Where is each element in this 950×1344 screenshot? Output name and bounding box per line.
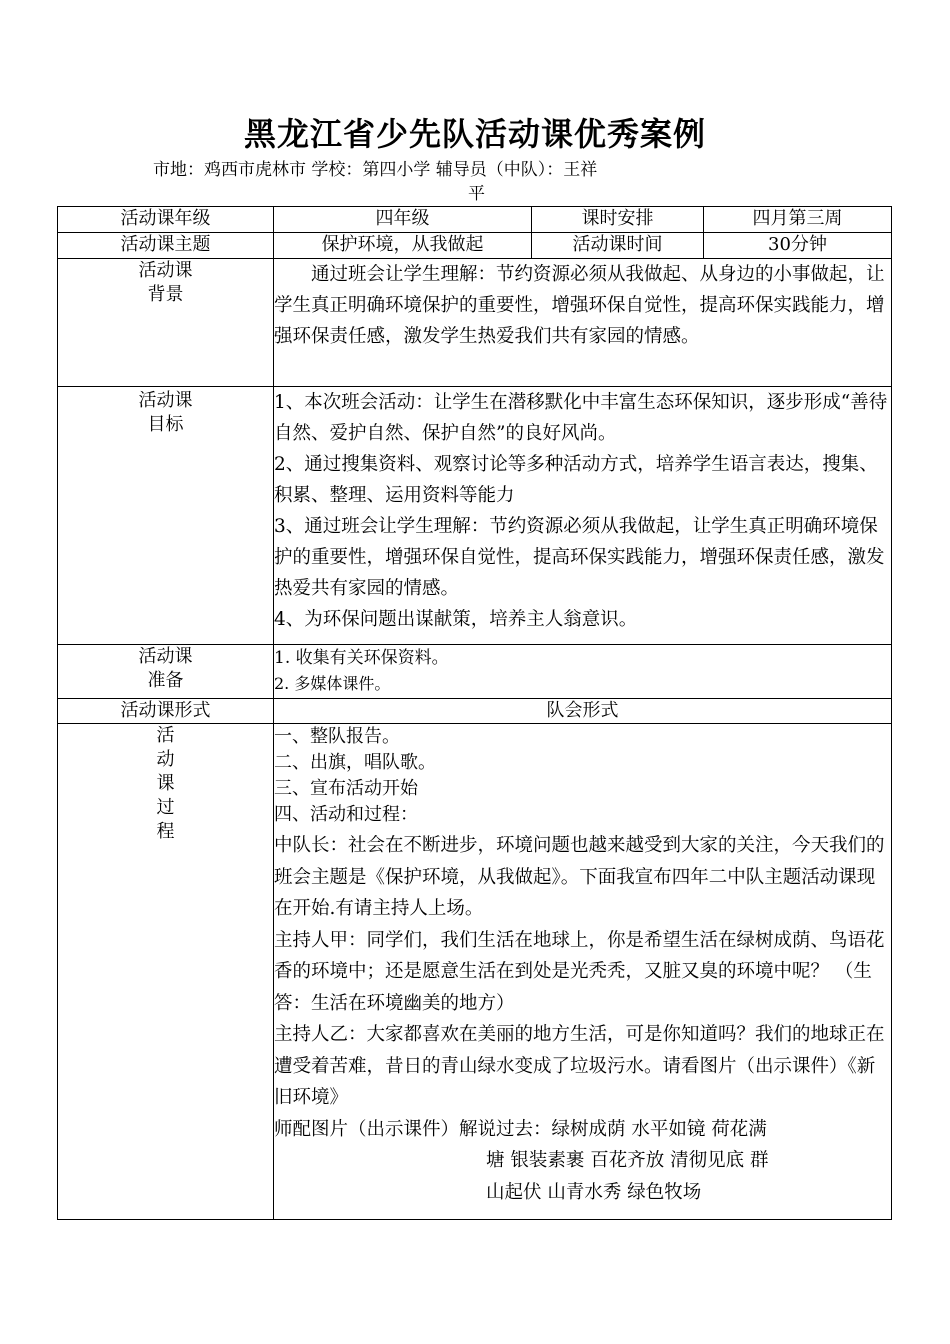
background-label: [58, 259, 274, 387]
process-label: [58, 724, 274, 1220]
theme-value: 保护环境，从我做起: [274, 233, 532, 259]
teacher-narration-line: 师配图片（出示课件）解说过去：绿树成荫 水平如镜 荷花满: [274, 1118, 767, 1140]
process-paragraph: 主持人乙：大家都喜欢在美丽的地方生活，可是你知道吗？我们的地球正在遭受着苦难，昔日的青山绿水变成了垃圾污水。请看图片（出示课件）《新旧环境》: [274, 1024, 885, 1108]
process-label-char: 动: [156, 749, 175, 770]
table-row: [58, 233, 892, 259]
goal-label-line-1: 活动课: [138, 390, 193, 411]
goal-label-line-2: 目标: [147, 414, 184, 435]
teacher-narration-line: 山起伏 山青水秀 绿色牧场: [486, 1181, 702, 1203]
prep-cell: [274, 645, 892, 699]
process-label-char: 课: [156, 773, 175, 794]
process-step: 二、出旗，唱队歌。: [274, 752, 436, 773]
background-cell: [274, 259, 892, 387]
process-step: 四、活动和过程：: [274, 804, 418, 825]
theme-label: 活动课主题: [58, 233, 274, 259]
prep-label-line-2: 准备: [147, 670, 184, 691]
table-row: [58, 387, 892, 645]
form-value: 队会形式: [274, 699, 892, 724]
form-label: 活动课形式: [58, 699, 274, 724]
goal-item: 2、通过搜集资料、观察讨论等多种活动方式，培养学生语言表达，搜集、积累、整理、运用资料等能力: [274, 454, 878, 506]
process-step: 三、宣布活动开始: [274, 778, 418, 799]
goal-item: 4、为环保问题出谋献策，培养主人翁意识。: [274, 609, 638, 630]
duration-value: 30分钟: [704, 233, 892, 259]
process-label-char: 程: [156, 821, 175, 842]
prep-item: 2. 多媒体课件。: [274, 674, 391, 693]
prep-item: 1. 收集有关环保资料。: [274, 648, 449, 668]
duration-label: 活动课时间: [532, 233, 704, 259]
page-title: 黑龙江省少先队活动课优秀案例: [243, 115, 706, 153]
grade-value: 四年级: [274, 207, 532, 233]
process-step: 一、整队报告。: [274, 726, 400, 747]
prep-label-line-1: 活动课: [138, 646, 193, 667]
table-row: [58, 724, 892, 1220]
background-label-line-2: 背景: [147, 284, 184, 305]
table-row: [58, 645, 892, 699]
table-row: [58, 699, 892, 724]
table-row: [58, 207, 892, 233]
activity-table: [57, 206, 892, 1220]
goals-cell: [274, 387, 892, 645]
prep-label: [58, 645, 274, 699]
table-row: [58, 259, 892, 387]
process-cell: [274, 724, 892, 1220]
process-paragraph: 主持人甲：同学们，我们生活在地球上，你是希望生活在绿树成荫、鸟语花香的环境中；还是愿意生活在到处是光秃秃，又脏又臭的环境中呢？ （生答：生活在环境幽美的地方）: [274, 929, 885, 1014]
grade-label: 活动课年级: [58, 207, 274, 233]
school-info-line: 市地：鸡西市虎林市 学校：第四小学 辅导员（中队）：王祥: [153, 160, 598, 180]
schedule-value: 四月第三周: [704, 207, 892, 233]
process-label-char: 过: [156, 797, 175, 818]
process-label-char: 活: [156, 725, 175, 746]
background-text: 通过班会让学生理解：节约资源必须从我做起、从身边的小事做起，让学生真正明确环境保护的重要性，增强环保自觉性，提高环保实践能力，增强环保责任感，激发学生热爱我们共有家园的情感。: [274, 264, 885, 347]
schedule-label: 课时安排: [532, 207, 704, 233]
goal-item: 3、通过班会让学生理解：节约资源必须从我做起，让学生真正明确环境保护的重要性，增强环保自觉性，提高环保实践能力，增强环保责任感，激发热爱共有家园的情感。: [274, 516, 885, 599]
teacher-narration-line: 塘 银装素裹 百花齐放 清彻见底 群: [486, 1150, 769, 1171]
goal-item: 1、本次班会活动：让学生在潜移默化中丰富生态环保知识，逐步形成“善待自然、爱护自然、保护自然”的良好风尚。: [274, 392, 888, 444]
school-info-wrap: 平: [468, 184, 485, 204]
process-paragraph: 中队长：社会在不断进步，环境问题也越来越受到大家的关注，今天我们的班会主题是《保护环境，从我做起》。下面我宣布四年二中队主题活动课现在开始.有请主持人上场。: [274, 835, 885, 919]
goal-label: [58, 387, 274, 645]
background-label-line-1: 活动课: [138, 260, 193, 281]
